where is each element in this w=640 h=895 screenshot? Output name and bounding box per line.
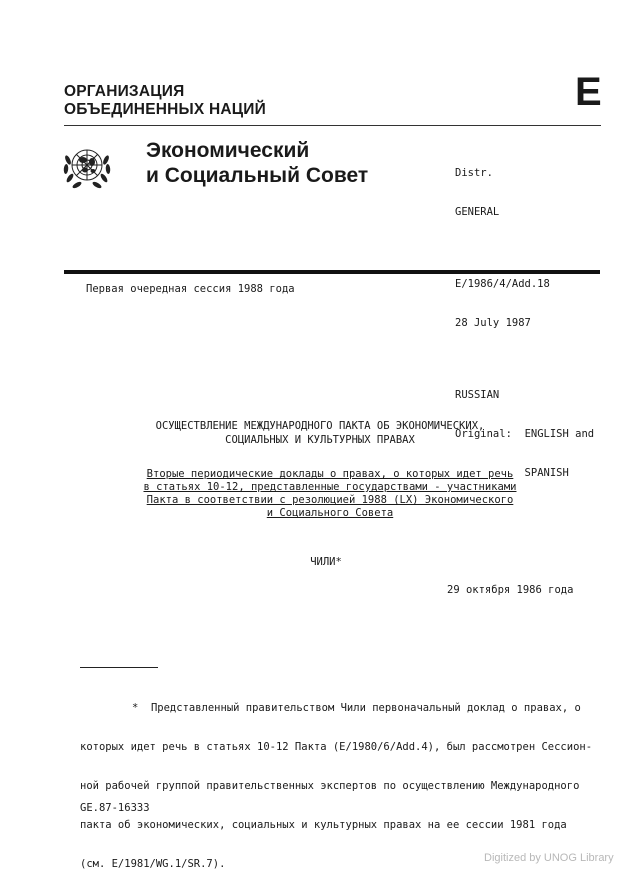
subtitle-line-4: и Социального Совета bbox=[266, 507, 394, 519]
original-value-2: SPANISH bbox=[524, 467, 569, 479]
language-letter: E bbox=[575, 70, 602, 114]
document-language: RUSSIAN bbox=[455, 389, 500, 401]
organization-line-2: ОБЪЕДИНЕННЫХ НАЦИЙ bbox=[64, 101, 266, 118]
un-emblem-icon bbox=[59, 138, 115, 194]
document-symbol: E/1986/4/Add.18 bbox=[455, 278, 550, 290]
subtitle-line-2: в статьях 10-12, представленные государствами - участниками bbox=[143, 481, 517, 493]
footnote-line-3: ной рабочей группой правительственных экспертов по осуществлению Международного bbox=[80, 780, 580, 792]
original-value-1: ENGLISH and bbox=[524, 428, 595, 440]
footnote-separator bbox=[80, 667, 158, 668]
council-name bbox=[146, 138, 368, 188]
document-number: GE.87-16333 bbox=[80, 802, 150, 814]
original-label: Original: bbox=[455, 428, 512, 440]
distr-label: Distr. bbox=[455, 167, 493, 179]
footnote-line-4: пакта об экономических, социальных и культурных правах на ее сессии 1981 года bbox=[80, 819, 567, 831]
session-line: Первая очередная сессия 1988 года bbox=[86, 283, 295, 295]
country-name: ЧИЛИ* bbox=[310, 556, 342, 568]
organization-name bbox=[64, 83, 266, 119]
organization-line-1: ОРГАНИЗАЦИЯ bbox=[64, 83, 185, 100]
header-divider bbox=[64, 125, 601, 126]
subtitle-line-3: Пакта в соответствии с резолюцией 1988 (LX) Экономического bbox=[146, 494, 514, 506]
title-line-1: ОСУЩЕСТВЛЕНИЕ МЕЖДУНАРОДНОГО ПАКТА ОБ ЭКОНОМИЧЕСКИХ, bbox=[155, 420, 485, 432]
document-title bbox=[120, 419, 520, 447]
digitized-watermark: Digitized by UNOG Library bbox=[484, 852, 614, 864]
distr-general: GENERAL bbox=[455, 206, 500, 218]
council-line-2: и Социальный Совет bbox=[146, 164, 369, 187]
council-line-1: Экономический bbox=[146, 139, 310, 162]
distribution-date: 28 July 1987 bbox=[455, 317, 531, 329]
footnote-line-2: которых идет речь в статьях 10-12 Пакта (E/1980/6/Add.4), был рассмотрен Сессион- bbox=[80, 741, 593, 753]
document-subtitle bbox=[120, 468, 540, 520]
footnote-line-5: (см. E/1981/WG.1/SR.7). bbox=[80, 858, 226, 870]
title-line-2: СОЦИАЛЬНЫХ И КУЛЬТУРНЫХ ПРАВАХ bbox=[225, 434, 415, 446]
subtitle-line-1: Вторые периодические доклады о правах, о которых идет речь bbox=[146, 468, 514, 480]
report-date: 29 октября 1986 года bbox=[447, 584, 574, 596]
footnote-line-1: * Представленный правительством Чили первоначальный доклад о правах, о bbox=[132, 702, 581, 714]
header-thick-rule bbox=[64, 270, 600, 274]
